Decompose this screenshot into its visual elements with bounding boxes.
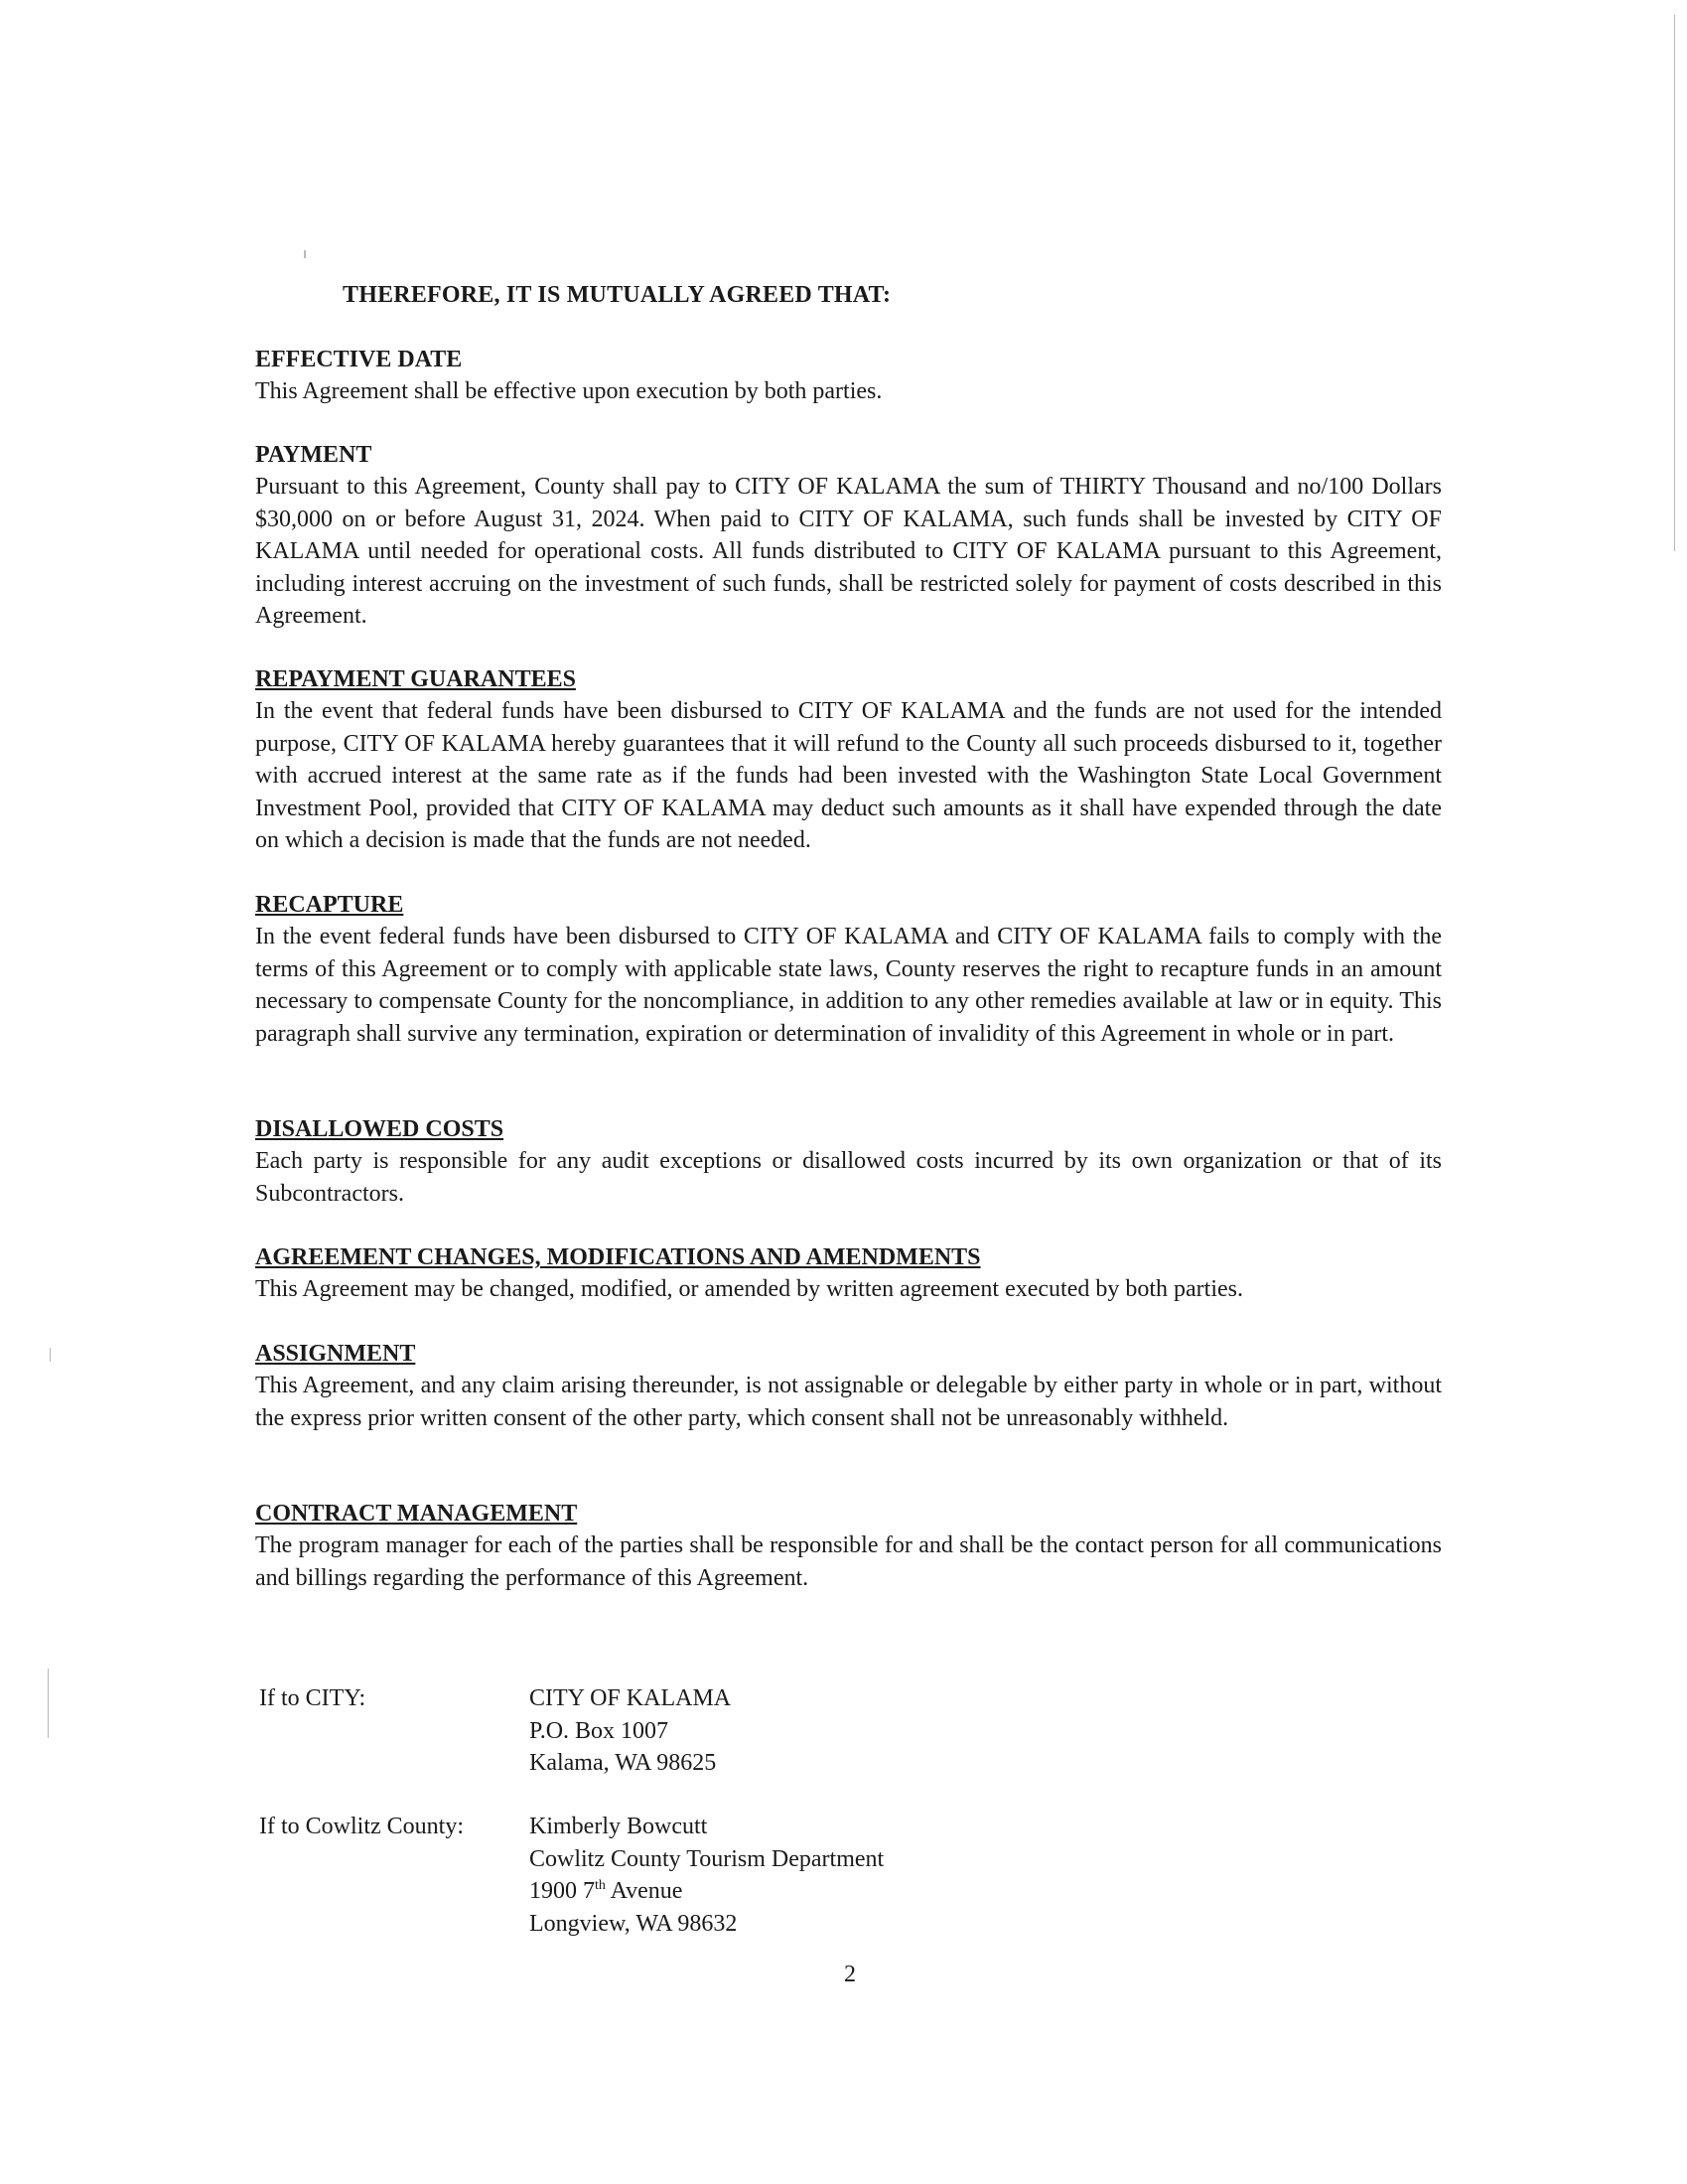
section-assignment — [255, 1338, 1442, 1434]
section-body: In the event federal funds have been disbursed to CITY OF KALAMA and CITY OF KALAMA fails to comply with the terms of this Agreement or to comply with applicable state laws, County reserves the right to recapture funds in an amount necessary to compensate County for the noncompliance, in addition to any other remedies available at law or in equity. This paragraph shall survive any termination, expiration or determination of invalidity of this Agreement in whole or in part. — [255, 924, 1442, 1047]
section-title: REPAYMENT GUARANTEES — [255, 666, 576, 692]
section-body: This Agreement, and any claim arising thereunder, is not assignable or delegable by either party in whole or in part, without the express prior written consent of the other party, which consent shall not be unreasonably withheld. — [255, 1373, 1442, 1431]
address-line-street — [529, 1875, 884, 1908]
section-agreement-changes — [255, 1241, 1442, 1306]
street-ordinal: th — [595, 1878, 606, 1893]
scan-edge-line — [48, 1669, 49, 1738]
scan-speck — [50, 1348, 51, 1362]
section-body: Pursuant to this Agreement, County shall pay to CITY OF KALAMA the sum of THIRTY Thousand and no/100 Dollars $30,000 on or before August 31, 2024. When paid to CITY OF KALAMA, such funds shall be invested by CITY OF KALAMA until needed for operational costs. All funds distributed to CITY OF KALAMA pursuant to this Agreement, including interest accruing on the investment of such funds, shall be restricted solely for payment of costs described in this Agreement. — [255, 474, 1442, 629]
scan-edge-line — [1674, 15, 1675, 551]
section-effective-date — [255, 344, 1442, 408]
section-contract-management — [255, 1498, 1442, 1594]
address-county — [529, 1811, 884, 1940]
section-body: Each party is responsible for any audit exceptions or disallowed costs incurred by its own organization or that of its Subcontractors. — [255, 1148, 1442, 1207]
section-title: AGREEMENT CHANGES, MODIFICATIONS AND AMENDMENTS — [255, 1244, 981, 1270]
street-name: Avenue — [605, 1878, 683, 1904]
scan-speck — [304, 250, 306, 258]
section-disallowed-costs — [255, 1113, 1442, 1210]
section-body: In the event that federal funds have been disbursed to CITY OF KALAMA and the funds are not used for the intended purpose, CITY OF KALAMA hereby guarantees that it will refund to the County all such proceeds disbursed to it, together with accrued interest at the same rate as if the funds had been invested with the Washington State Local Government Investment Pool, provided that CITY OF KALAMA may deduct such amounts as it shall have expended through the date on which a decision is made that the funds are not needed. — [255, 698, 1442, 853]
address-line: CITY OF KALAMA — [529, 1685, 732, 1711]
section-title: EFFECTIVE DATE — [255, 347, 463, 372]
page-number: 2 — [844, 1962, 856, 1987]
street-number: 1900 7 — [529, 1878, 595, 1904]
section-repayment-guarantees — [255, 663, 1442, 857]
address-city — [529, 1682, 731, 1780]
section-title: DISALLOWED COSTS — [255, 1116, 504, 1142]
section-body: The program manager for each of the parties shall be responsible for and shall be the contact person for all communications and billings regarding the performance of this Agreement. — [255, 1532, 1442, 1591]
section-payment — [255, 439, 1442, 633]
section-recapture — [255, 889, 1442, 1050]
address-label-county: If to Cowlitz County: — [259, 1814, 464, 1839]
section-title: CONTRACT MANAGEMENT — [255, 1501, 578, 1527]
address-line: Longview, WA 98632 — [529, 1910, 738, 1937]
page-heading: THEREFORE, IT IS MUTUALLY AGREED THAT: — [343, 282, 892, 308]
address-line: P.O. Box 1007 — [529, 1717, 669, 1744]
address-line: Kalama, WA 98625 — [529, 1750, 717, 1776]
section-body: This Agreement shall be effective upon execution by both parties. — [255, 378, 883, 404]
address-line: Cowlitz County Tourism Department — [529, 1845, 885, 1872]
section-title: ASSIGNMENT — [255, 1341, 416, 1367]
section-title: PAYMENT — [255, 442, 372, 468]
address-label-city: If to CITY: — [259, 1685, 366, 1711]
address-line: Kimberly Bowcutt — [529, 1814, 708, 1839]
section-title: RECAPTURE — [255, 892, 404, 918]
section-body: This Agreement may be changed, modified, or amended by written agreement executed by both parties. — [255, 1276, 1243, 1302]
